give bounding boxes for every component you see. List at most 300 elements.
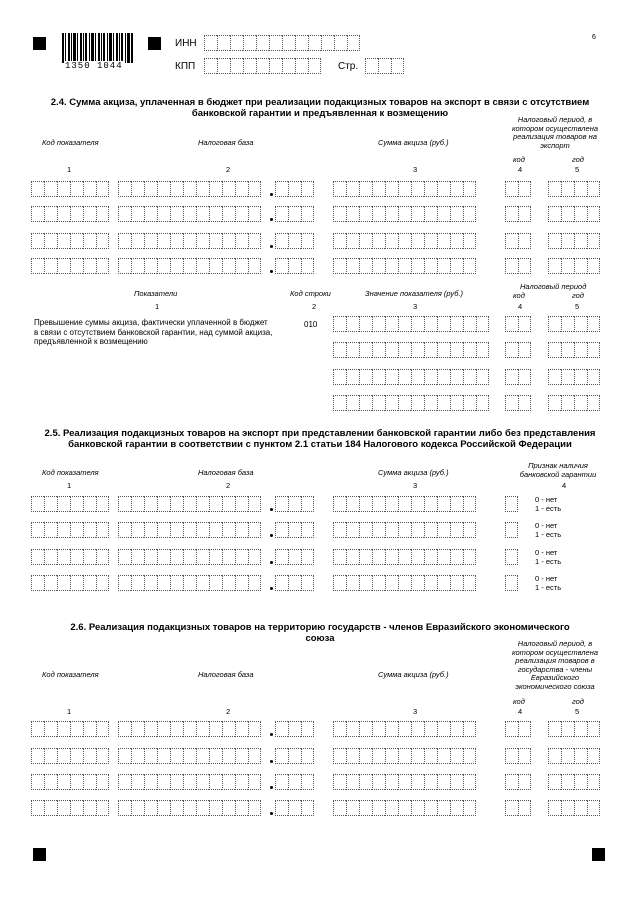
input-cell[interactable] [346,575,359,591]
input-cell[interactable] [57,549,70,565]
input-cell[interactable] [70,233,83,249]
input-cell[interactable] [334,35,347,51]
input-cell[interactable] [346,206,359,222]
input-cell[interactable] [118,496,131,512]
input-cell[interactable] [118,774,131,790]
input-cell[interactable] [31,748,44,764]
input-cell[interactable] [346,522,359,538]
input-cell[interactable] [57,522,70,538]
input-cell[interactable] [288,800,301,816]
input-cell[interactable] [518,342,531,358]
input-cell[interactable] [57,206,70,222]
tax-base-int-field[interactable] [118,748,261,764]
input-cell[interactable] [204,58,217,74]
period-year-field[interactable] [548,342,600,358]
input-cell[interactable] [196,748,209,764]
input-cell[interactable] [518,233,531,249]
excise-amount-int-field[interactable] [333,233,476,249]
input-cell[interactable] [275,721,288,737]
input-cell[interactable] [398,800,411,816]
input-cell[interactable] [183,206,196,222]
input-cell[interactable] [505,369,518,385]
input-cell[interactable] [301,522,314,538]
tax-base-frac-field[interactable] [275,800,314,816]
input-cell[interactable] [288,575,301,591]
input-cell[interactable] [183,748,196,764]
input-cell[interactable] [505,496,518,512]
input-cell[interactable] [157,522,170,538]
excise-amount-int-field[interactable] [333,181,476,197]
input-cell[interactable] [83,800,96,816]
input-cell[interactable] [248,800,261,816]
input-cell[interactable] [574,342,587,358]
input-cell[interactable] [170,496,183,512]
input-cell[interactable] [359,395,372,411]
input-cell[interactable] [144,575,157,591]
input-cell[interactable] [463,342,476,358]
input-cell[interactable] [424,496,437,512]
input-cell[interactable] [437,549,450,565]
input-cell[interactable] [44,575,57,591]
input-cell[interactable] [269,58,282,74]
input-cell[interactable] [372,800,385,816]
input-cell[interactable] [372,342,385,358]
input-cell[interactable] [548,316,561,332]
input-cell[interactable] [548,342,561,358]
input-cell[interactable] [372,774,385,790]
input-cell[interactable] [359,774,372,790]
input-cell[interactable] [385,395,398,411]
input-cell[interactable] [301,496,314,512]
input-cell[interactable] [288,206,301,222]
input-cell[interactable] [131,721,144,737]
input-cell[interactable] [144,258,157,274]
input-cell[interactable] [196,549,209,565]
input-cell[interactable] [196,258,209,274]
indicator-code-field[interactable] [31,258,109,274]
input-cell[interactable] [437,342,450,358]
input-cell[interactable] [183,549,196,565]
input-cell[interactable] [385,316,398,332]
input-cell[interactable] [385,522,398,538]
input-cell[interactable] [450,774,463,790]
input-cell[interactable] [70,522,83,538]
input-cell[interactable] [183,258,196,274]
input-cell[interactable] [204,35,217,51]
input-cell[interactable] [561,342,574,358]
input-cell[interactable] [346,496,359,512]
input-cell[interactable] [424,233,437,249]
input-cell[interactable] [83,774,96,790]
input-cell[interactable] [235,181,248,197]
input-cell[interactable] [222,774,235,790]
input-cell[interactable] [385,748,398,764]
input-cell[interactable] [44,206,57,222]
input-cell[interactable] [347,35,360,51]
input-cell[interactable] [505,258,518,274]
page-field[interactable] [365,58,404,74]
indicator-code-field[interactable] [31,206,109,222]
input-cell[interactable] [157,774,170,790]
period-year-field[interactable] [548,395,600,411]
input-cell[interactable] [31,575,44,591]
input-cell[interactable] [248,721,261,737]
input-cell[interactable] [275,181,288,197]
input-cell[interactable] [31,206,44,222]
input-cell[interactable] [463,800,476,816]
input-cell[interactable] [70,258,83,274]
excise-amount-int-field[interactable] [333,800,476,816]
period-code-field[interactable] [505,181,531,197]
input-cell[interactable] [359,800,372,816]
input-cell[interactable] [157,206,170,222]
input-cell[interactable] [437,800,450,816]
input-cell[interactable] [385,774,398,790]
input-cell[interactable] [70,181,83,197]
input-cell[interactable] [398,395,411,411]
input-cell[interactable] [44,774,57,790]
excise-amount-int-field[interactable] [333,774,476,790]
input-cell[interactable] [372,206,385,222]
input-cell[interactable] [235,233,248,249]
input-cell[interactable] [333,800,346,816]
input-cell[interactable] [44,748,57,764]
input-cell[interactable] [157,549,170,565]
input-cell[interactable] [359,316,372,332]
input-cell[interactable] [170,800,183,816]
input-cell[interactable] [131,206,144,222]
input-cell[interactable] [288,522,301,538]
input-cell[interactable] [31,496,44,512]
input-cell[interactable] [372,575,385,591]
input-cell[interactable] [301,549,314,565]
tax-base-int-field[interactable] [118,774,261,790]
excise-amount-int-field[interactable] [333,575,476,591]
input-cell[interactable] [385,369,398,385]
input-cell[interactable] [372,181,385,197]
input-cell[interactable] [505,549,518,565]
input-cell[interactable] [144,233,157,249]
input-cell[interactable] [96,774,109,790]
indicator-code-field[interactable] [31,522,109,538]
period-code-field[interactable] [505,206,531,222]
input-cell[interactable] [275,800,288,816]
input-cell[interactable] [365,58,378,74]
tax-base-frac-field[interactable] [275,522,314,538]
input-cell[interactable] [96,575,109,591]
input-cell[interactable] [118,258,131,274]
input-cell[interactable] [359,721,372,737]
input-cell[interactable] [437,369,450,385]
input-cell[interactable] [411,395,424,411]
input-cell[interactable] [248,522,261,538]
input-cell[interactable] [505,233,518,249]
tax-base-int-field[interactable] [118,181,261,197]
indicator-value-field[interactable] [333,316,489,332]
input-cell[interactable] [96,549,109,565]
input-cell[interactable] [450,316,463,332]
input-cell[interactable] [437,721,450,737]
tax-base-int-field[interactable] [118,549,261,565]
input-cell[interactable] [359,181,372,197]
input-cell[interactable] [170,181,183,197]
input-cell[interactable] [131,496,144,512]
input-cell[interactable] [574,395,587,411]
input-cell[interactable] [561,258,574,274]
input-cell[interactable] [450,233,463,249]
input-cell[interactable] [333,395,346,411]
input-cell[interactable] [437,774,450,790]
input-cell[interactable] [346,800,359,816]
input-cell[interactable] [398,342,411,358]
input-cell[interactable] [505,206,518,222]
input-cell[interactable] [183,181,196,197]
input-cell[interactable] [157,181,170,197]
input-cell[interactable] [248,549,261,565]
input-cell[interactable] [424,748,437,764]
input-cell[interactable] [411,496,424,512]
input-cell[interactable] [411,522,424,538]
input-cell[interactable] [587,774,600,790]
input-cell[interactable] [450,721,463,737]
input-cell[interactable] [209,496,222,512]
input-cell[interactable] [288,258,301,274]
input-cell[interactable] [476,342,489,358]
input-cell[interactable] [217,35,230,51]
input-cell[interactable] [548,721,561,737]
input-cell[interactable] [301,575,314,591]
input-cell[interactable] [561,206,574,222]
input-cell[interactable] [450,800,463,816]
input-cell[interactable] [518,369,531,385]
input-cell[interactable] [587,181,600,197]
input-cell[interactable] [437,316,450,332]
input-cell[interactable] [346,233,359,249]
input-cell[interactable] [57,181,70,197]
input-cell[interactable] [96,748,109,764]
input-cell[interactable] [57,748,70,764]
excise-amount-int-field[interactable] [333,721,476,737]
input-cell[interactable] [424,721,437,737]
input-cell[interactable] [301,206,314,222]
input-cell[interactable] [196,774,209,790]
input-cell[interactable] [463,181,476,197]
input-cell[interactable] [222,575,235,591]
indicator-value-field[interactable] [333,395,489,411]
input-cell[interactable] [518,800,531,816]
input-cell[interactable] [505,342,518,358]
input-cell[interactable] [157,496,170,512]
input-cell[interactable] [561,800,574,816]
input-cell[interactable] [70,748,83,764]
input-cell[interactable] [248,181,261,197]
input-cell[interactable] [144,748,157,764]
input-cell[interactable] [170,522,183,538]
input-cell[interactable] [346,549,359,565]
input-cell[interactable] [548,748,561,764]
input-cell[interactable] [333,774,346,790]
input-cell[interactable] [587,342,600,358]
input-cell[interactable] [183,233,196,249]
input-cell[interactable] [275,522,288,538]
input-cell[interactable] [424,206,437,222]
period-code-field[interactable] [505,800,531,816]
tax-base-int-field[interactable] [118,575,261,591]
input-cell[interactable] [411,575,424,591]
input-cell[interactable] [70,575,83,591]
input-cell[interactable] [96,233,109,249]
indicator-code-field[interactable] [31,774,109,790]
input-cell[interactable] [587,369,600,385]
input-cell[interactable] [131,181,144,197]
input-cell[interactable] [170,549,183,565]
input-cell[interactable] [209,721,222,737]
input-cell[interactable] [144,549,157,565]
input-cell[interactable] [574,316,587,332]
input-cell[interactable] [398,575,411,591]
input-cell[interactable] [144,774,157,790]
input-cell[interactable] [450,181,463,197]
input-cell[interactable] [411,181,424,197]
input-cell[interactable] [44,181,57,197]
tax-base-frac-field[interactable] [275,748,314,764]
input-cell[interactable] [118,522,131,538]
input-cell[interactable] [391,58,404,74]
input-cell[interactable] [118,181,131,197]
input-cell[interactable] [398,522,411,538]
tax-base-frac-field[interactable] [275,181,314,197]
input-cell[interactable] [256,35,269,51]
input-cell[interactable] [574,721,587,737]
input-cell[interactable] [248,496,261,512]
input-cell[interactable] [275,233,288,249]
input-cell[interactable] [96,496,109,512]
input-cell[interactable] [83,181,96,197]
input-cell[interactable] [288,549,301,565]
input-cell[interactable] [476,395,489,411]
tax-base-int-field[interactable] [118,258,261,274]
input-cell[interactable] [118,233,131,249]
excise-amount-int-field[interactable] [333,496,476,512]
indicator-code-field[interactable] [31,800,109,816]
input-cell[interactable] [235,800,248,816]
input-cell[interactable] [574,233,587,249]
input-cell[interactable] [372,522,385,538]
input-cell[interactable] [31,800,44,816]
input-cell[interactable] [346,395,359,411]
input-cell[interactable] [275,549,288,565]
input-cell[interactable] [424,181,437,197]
input-cell[interactable] [385,342,398,358]
input-cell[interactable] [463,496,476,512]
input-cell[interactable] [222,233,235,249]
input-cell[interactable] [333,369,346,385]
input-cell[interactable] [518,181,531,197]
input-cell[interactable] [170,258,183,274]
input-cell[interactable] [288,748,301,764]
input-cell[interactable] [411,258,424,274]
input-cell[interactable] [196,181,209,197]
input-cell[interactable] [346,721,359,737]
period-year-field[interactable] [548,748,600,764]
indicator-value-field[interactable] [333,369,489,385]
input-cell[interactable] [235,721,248,737]
input-cell[interactable] [235,496,248,512]
input-cell[interactable] [83,496,96,512]
input-cell[interactable] [44,258,57,274]
input-cell[interactable] [372,496,385,512]
input-cell[interactable] [385,721,398,737]
input-cell[interactable] [183,522,196,538]
input-cell[interactable] [157,748,170,764]
input-cell[interactable] [398,233,411,249]
input-cell[interactable] [548,206,561,222]
input-cell[interactable] [301,774,314,790]
input-cell[interactable] [372,258,385,274]
tax-base-int-field[interactable] [118,800,261,816]
input-cell[interactable] [372,369,385,385]
input-cell[interactable] [398,549,411,565]
input-cell[interactable] [437,748,450,764]
input-cell[interactable] [31,258,44,274]
indicator-code-field[interactable] [31,575,109,591]
excise-amount-int-field[interactable] [333,206,476,222]
input-cell[interactable] [424,316,437,332]
input-cell[interactable] [411,774,424,790]
input-cell[interactable] [118,549,131,565]
input-cell[interactable] [170,206,183,222]
tax-base-int-field[interactable] [118,522,261,538]
input-cell[interactable] [359,748,372,764]
input-cell[interactable] [372,316,385,332]
input-cell[interactable] [450,395,463,411]
tax-base-frac-field[interactable] [275,233,314,249]
input-cell[interactable] [118,721,131,737]
input-cell[interactable] [96,522,109,538]
input-cell[interactable] [463,549,476,565]
input-cell[interactable] [70,549,83,565]
input-cell[interactable] [505,181,518,197]
input-cell[interactable] [275,206,288,222]
input-cell[interactable] [424,774,437,790]
input-cell[interactable] [196,206,209,222]
input-cell[interactable] [385,549,398,565]
input-cell[interactable] [275,575,288,591]
input-cell[interactable] [561,748,574,764]
input-cell[interactable] [372,549,385,565]
input-cell[interactable] [222,181,235,197]
input-cell[interactable] [235,774,248,790]
input-cell[interactable] [321,35,334,51]
input-cell[interactable] [222,721,235,737]
input-cell[interactable] [96,721,109,737]
input-cell[interactable] [518,395,531,411]
input-cell[interactable] [378,58,391,74]
input-cell[interactable] [235,206,248,222]
input-cell[interactable] [463,522,476,538]
input-cell[interactable] [424,258,437,274]
input-cell[interactable] [385,800,398,816]
input-cell[interactable] [222,522,235,538]
input-cell[interactable] [196,496,209,512]
input-cell[interactable] [144,181,157,197]
excise-amount-int-field[interactable] [333,748,476,764]
input-cell[interactable] [424,342,437,358]
input-cell[interactable] [209,575,222,591]
input-cell[interactable] [96,206,109,222]
input-cell[interactable] [561,774,574,790]
input-cell[interactable] [437,206,450,222]
